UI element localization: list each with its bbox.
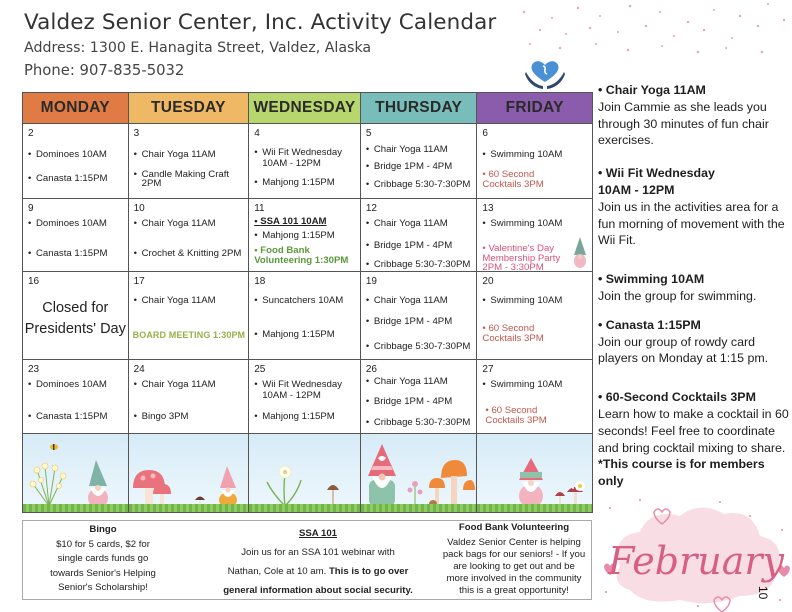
grass	[361, 504, 477, 512]
grass	[249, 504, 360, 512]
description-swimming	[598, 271, 792, 305]
garden-illustration-row	[23, 433, 592, 512]
event-item: • Bingo 3PM	[133, 411, 189, 422]
day-cell[interactable]	[361, 124, 478, 198]
event-item: • Mahjong 1:15PM	[254, 177, 335, 188]
day-number: 17	[133, 276, 145, 287]
info-title: SSA 101	[298, 528, 338, 539]
activity-calendar	[22, 92, 593, 513]
phone-number: Phone: 907-835-5032	[24, 62, 185, 79]
event-item: • Bridge 1PM - 4PM	[365, 316, 453, 327]
description-text: Join the group for swimming.	[598, 288, 757, 303]
event-item: • Wii Fit Wednesday 10AM - 12PM	[254, 379, 342, 401]
day-cell[interactable]	[477, 199, 592, 271]
event-item: • Chair Yoga 11AM	[365, 144, 448, 155]
event-item: • Swimming 10AM	[482, 218, 563, 229]
event-item: • Dominoes 10AM	[28, 149, 107, 160]
event-item: • Cribbage 5:30-7:30PM	[365, 179, 471, 190]
day-cell-closed[interactable]	[23, 272, 129, 359]
event-item: • Bridge 1PM - 4PM	[365, 240, 453, 251]
day-number: 12	[365, 203, 377, 214]
daisy-icon	[574, 480, 586, 492]
illustration-mushrooms-gnome	[129, 434, 250, 512]
header-thursday: THURSDAY	[361, 93, 478, 123]
day-cell[interactable]	[361, 360, 478, 434]
pink-sparkles-decoration	[500, 0, 792, 60]
day-number: 2	[28, 128, 34, 139]
event-item: • Chair Yoga 11AM	[133, 379, 216, 390]
day-number: 16	[28, 276, 40, 287]
event-info-box	[22, 520, 592, 600]
event-item: • Bridge 1PM - 4PM	[365, 396, 453, 407]
grass	[477, 504, 592, 512]
event-item: • Crochet & Knitting 2PM	[133, 248, 242, 259]
day-cell[interactable]	[477, 360, 592, 434]
description-heading: • Canasta 1:15PM	[598, 317, 701, 332]
weekday-header-row	[23, 93, 592, 123]
description-chair-yoga	[598, 82, 792, 149]
orange-mushrooms-icon	[427, 460, 475, 508]
gnome-icon	[572, 237, 588, 269]
day-cell[interactable]	[23, 360, 129, 434]
day-number: 24	[133, 364, 145, 375]
event-item: • Dominoes 10AM	[28, 379, 107, 390]
description-heading: • Chair Yoga 11AM	[598, 83, 706, 97]
header-wednesday: WEDNESDAY	[249, 93, 361, 123]
day-number: 26	[365, 364, 377, 375]
event-item: • Cribbage 5:30-7:30PM	[365, 417, 471, 428]
day-number: 4	[254, 128, 260, 139]
event-item: • Mahjong 1:15PM	[254, 329, 335, 340]
day-number: 19	[365, 276, 377, 287]
description-cocktails	[598, 389, 792, 490]
description-heading: • Swimming 10AM	[598, 272, 705, 287]
day-cell[interactable]	[477, 124, 592, 198]
dandelion-icon	[263, 460, 307, 506]
day-number: 27	[482, 364, 494, 375]
grass	[23, 504, 128, 512]
event-item-board-meeting: BOARD MEETING 1:30PM	[132, 330, 246, 340]
day-cell[interactable]	[249, 272, 361, 359]
members-only-note: *This course is for members only	[598, 457, 765, 489]
page-number: 10	[756, 586, 770, 600]
info-title: Food Bank Volunteering	[458, 522, 570, 533]
event-item-cocktails: • 60 Second Cocktails 3PM	[482, 169, 544, 190]
description-heading: • Wii Fit Wednesday	[598, 166, 715, 181]
info-title: Bingo	[89, 524, 117, 535]
event-item: • Suncatchers 10AM	[254, 295, 344, 306]
description-wii-fit	[598, 165, 792, 249]
header-friday: FRIDAY	[477, 93, 592, 123]
info-bingo: Bingo $10 for 5 cards, $2 for single cards funds go towards Senior's Helping Senior's Scholarship!	[33, 523, 173, 596]
info-ssa101: SSA 101 Join us for an SSA 101 webinar with Nathan, Cole at 10 am. This is to go over general information about social security.	[203, 524, 433, 600]
event-item: • Candle Making Craft 2PM	[133, 169, 230, 189]
week-row	[23, 359, 592, 434]
grass	[129, 504, 249, 512]
event-item: • Chair Yoga 11AM	[365, 218, 448, 229]
description-text: Learn how to make a cocktail in 60 seconds! Feel free to coordinate and bring cocktail mixing to share.	[598, 406, 789, 455]
event-item: • Dominoes 10AM	[28, 218, 107, 229]
address: Address: 1300 E. Hanagita Street, Valdez, Alaska	[24, 40, 372, 56]
day-cell[interactable]	[249, 199, 361, 271]
event-item-ssa101: • SSA 101 10AM	[254, 216, 327, 227]
event-item: • Canasta 1:15PM	[28, 173, 108, 184]
day-number: 25	[254, 364, 266, 375]
day-cell[interactable]	[129, 360, 250, 434]
event-item: • Swimming 10AM	[482, 295, 563, 306]
illustration-flowers-gnome	[23, 434, 129, 512]
week-row	[23, 271, 592, 359]
day-cell[interactable]	[129, 124, 250, 198]
heart-in-hands-icon	[524, 58, 566, 90]
event-item: • Bridge 1PM - 4PM	[365, 161, 453, 172]
description-heading-time: 10AM - 12PM	[598, 182, 675, 197]
illustration-dandelions	[249, 434, 361, 512]
info-food-bank: Food Bank Volunteering Valdez Senior Center is helping pack bags for our seniors! - If you are looking to get out and be more involved in the community this is a great opportunity!	[439, 522, 589, 597]
day-cell[interactable]	[129, 272, 250, 359]
event-item-food-bank: • Food Bank Volunteering 1:30PM	[254, 245, 349, 266]
day-cell[interactable]	[477, 272, 592, 359]
event-item: • Wii Fit Wednesday 10AM - 12PM	[254, 147, 342, 169]
description-heading: • 60-Second Cocktails 3PM	[598, 390, 756, 405]
event-item: • Chair Yoga 11AM	[365, 376, 448, 387]
event-item: • Canasta 1:15PM	[28, 248, 108, 259]
event-item: • Mahjong 1:15PM	[254, 230, 335, 241]
event-item: • Chair Yoga 11AM	[365, 295, 448, 306]
description-text: Join us in the activities area for a fun morning of movement with the Wii Fit.	[598, 199, 785, 248]
day-cell[interactable]	[361, 199, 478, 271]
day-cell[interactable]	[129, 199, 250, 271]
event-item: • Canasta 1:15PM	[28, 411, 108, 422]
mushroom-icon	[131, 468, 171, 508]
day-cell[interactable]	[249, 360, 361, 434]
day-number: 9	[28, 203, 34, 214]
illustration-gnome-mushrooms	[361, 434, 478, 512]
gnome-icon	[85, 460, 111, 508]
day-number: 13	[482, 203, 494, 214]
gnome-icon	[517, 458, 545, 508]
event-item-cocktails: • 60 Second Cocktails 3PM	[482, 323, 544, 344]
activity-descriptions	[598, 82, 792, 501]
daisy-flowers-icon	[27, 456, 71, 506]
gnome-icon	[365, 444, 399, 508]
event-item: • Cribbage 5:30-7:30PM	[365, 259, 471, 270]
event-item: • Chair Yoga 11AM	[133, 149, 216, 160]
small-mushroom-icon	[327, 482, 339, 506]
event-item: • Mahjong 1:15PM	[254, 411, 335, 422]
event-item: • Swimming 10AM	[482, 379, 563, 390]
day-number: 10	[133, 203, 145, 214]
week-row	[23, 123, 592, 198]
description-canasta	[598, 317, 792, 367]
event-item-valentines: • Valentine's Day Membership Party 2PM - 3:30PM	[482, 243, 561, 273]
illustration-gnome-toadstools	[477, 434, 592, 512]
svg-text:February: February	[607, 539, 785, 583]
header-monday: MONDAY	[23, 93, 129, 123]
gnome-icon	[217, 466, 239, 508]
day-cell[interactable]	[361, 272, 478, 359]
bee-icon	[49, 442, 59, 450]
day-number: 11	[254, 203, 265, 214]
day-cell[interactable]	[249, 124, 361, 198]
day-number: 18	[254, 276, 266, 287]
day-number: 20	[482, 276, 494, 287]
header-tuesday: TUESDAY	[129, 93, 250, 123]
day-number: 3	[133, 128, 140, 139]
day-number: 6	[482, 128, 488, 139]
day-cell[interactable]	[23, 199, 129, 271]
event-item: • Swimming 10AM	[482, 149, 563, 160]
event-item-cocktails: • 60 Second Cocktails 3PM	[485, 405, 547, 426]
page-title: Valdez Senior Center, Inc. Activity Calendar	[24, 10, 497, 35]
description-text: Join our group of rowdy card players on Monday at 1:15 pm.	[598, 334, 769, 366]
day-cell[interactable]	[23, 124, 129, 198]
closed-notice: Closed for Presidents' Day	[24, 300, 126, 337]
day-number: 5	[365, 128, 372, 139]
description-text: Join Cammie as she leads you through 30 minutes of fun chair exercises.	[598, 99, 769, 148]
week-row	[23, 198, 592, 271]
pink-flower-icon	[407, 478, 423, 506]
event-item: • Chair Yoga 11AM	[133, 218, 216, 229]
event-item: • Chair Yoga 11AM	[133, 295, 216, 306]
day-number: 23	[28, 364, 40, 375]
event-item: • Cribbage 5:30-7:30PM	[365, 341, 471, 352]
